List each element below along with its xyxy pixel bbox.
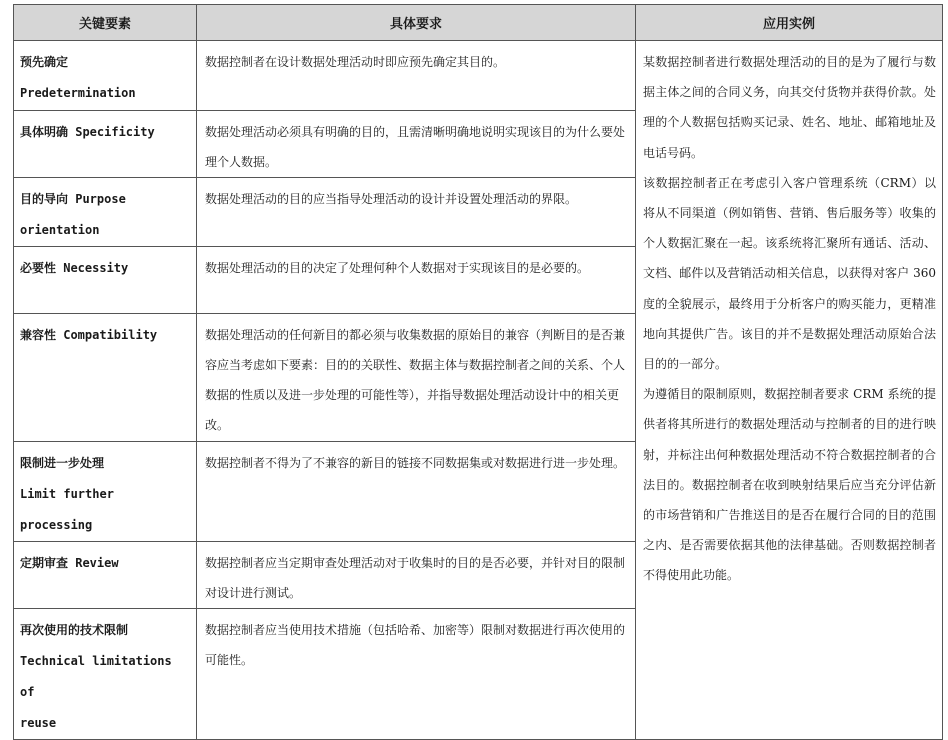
key-element-cell	[14, 314, 197, 442]
key-element-label: 兼容性 Compatibility	[20, 328, 158, 342]
requirement-cell: 数据控制者应当使用技术措施（包括哈希、加密等）限制对数据进行再次使用的可能性。	[197, 609, 636, 740]
key-element-cell	[14, 442, 197, 542]
key-element-cell	[14, 41, 197, 111]
header-key-elements: 关键要素	[14, 5, 197, 41]
key-element-cell	[14, 247, 197, 314]
key-element-cell	[14, 111, 197, 178]
example-paragraph: 为遵循目的限制原则，数据控制者要求 CRM 系统的提供者将其所进行的数据处理活动与控制者的目的进行映射，并标注出何种数据处理活动不符合数据控制者的合法目的。数据控制者在收到映射结果后应当充分评估新的市场营销和广告推送目的是否在履行合同的目的范围之内、是否需要依据其他的法律基础。否则数据控制者不得使用此功能。	[643, 387, 936, 583]
requirement-cell: 数据处理活动的任何新目的都必须与收集数据的原始目的兼容（判断目的是否兼容应当考虑如下要素：目的的关联性、数据主体与数据控制者之间的关系、个人数据的性质以及进一步处理的可能性等），并指导数据处理活动设计中的相关更改。	[197, 314, 636, 442]
example-cell	[636, 41, 943, 740]
header-row	[14, 5, 943, 41]
requirement-cell: 数据控制者不得为了不兼容的新目的链接不同数据集或对数据进行进一步处理。	[197, 442, 636, 542]
key-element-en: Technical limitations of	[20, 654, 172, 699]
example-paragraph: 某数据控制者进行数据处理活动的目的是为了履行与数据主体之间的合同义务，向其交付货物并获得价款。处理的个人数据包括购买记录、姓名、地址、邮箱地址及电话号码。	[643, 55, 936, 160]
key-element-label: 必要性 Necessity	[20, 261, 129, 275]
requirement-cell: 数据处理活动必须具有明确的目的，且需清晰明确地说明实现该目的为什么要处理个人数据。	[197, 111, 636, 178]
key-element-label: 定期审查 Review	[20, 556, 119, 570]
key-element-cell	[14, 542, 197, 609]
key-element-en-cont: reuse	[20, 716, 57, 730]
key-element-en: Predetermination	[20, 86, 136, 100]
key-element-en: Limit further processing	[20, 487, 114, 532]
table-row	[14, 41, 943, 111]
requirement-cell: 数据处理活动的目的应当指导处理活动的设计并设置处理活动的界限。	[197, 178, 636, 247]
key-element-cell	[14, 178, 197, 247]
requirement-cell: 数据控制者在设计数据处理活动时即应预先确定其目的。	[197, 41, 636, 111]
key-element-zh: 预先确定	[20, 55, 69, 69]
requirement-cell: 数据处理活动的目的决定了处理何种个人数据对于实现该目的是必要的。	[197, 247, 636, 314]
key-element-label: 目的导向 Purpose	[20, 192, 126, 206]
requirement-cell: 数据控制者应当定期审查处理活动对于收集时的目的是否必要，并针对目的限制对设计进行测试。	[197, 542, 636, 609]
key-element-zh: 限制进一步处理	[20, 456, 105, 470]
key-element-zh: 再次使用的技术限制	[20, 623, 129, 637]
purpose-limitation-table	[13, 4, 943, 740]
header-requirements: 具体要求	[197, 5, 636, 41]
example-paragraph: 该数据控制者正在考虑引入客户管理系统（CRM）以将从不同渠道（例如销售、营销、售后服务等）收集的个人数据汇聚在一起。该系统将汇聚所有通话、活动、文档、邮件以及营销活动相关信息，以获得对客户 360 度的全貌展示，最终用于分析客户的购买能力，更精准地向其提供广告。该目的并不是数据处理活动原始合法目的的一部分。	[643, 175, 936, 372]
key-element-label-cont: orientation	[20, 223, 100, 237]
header-examples: 应用实例	[636, 5, 943, 41]
key-element-label: 具体明确 Specificity	[20, 125, 155, 139]
key-element-cell	[14, 609, 197, 740]
